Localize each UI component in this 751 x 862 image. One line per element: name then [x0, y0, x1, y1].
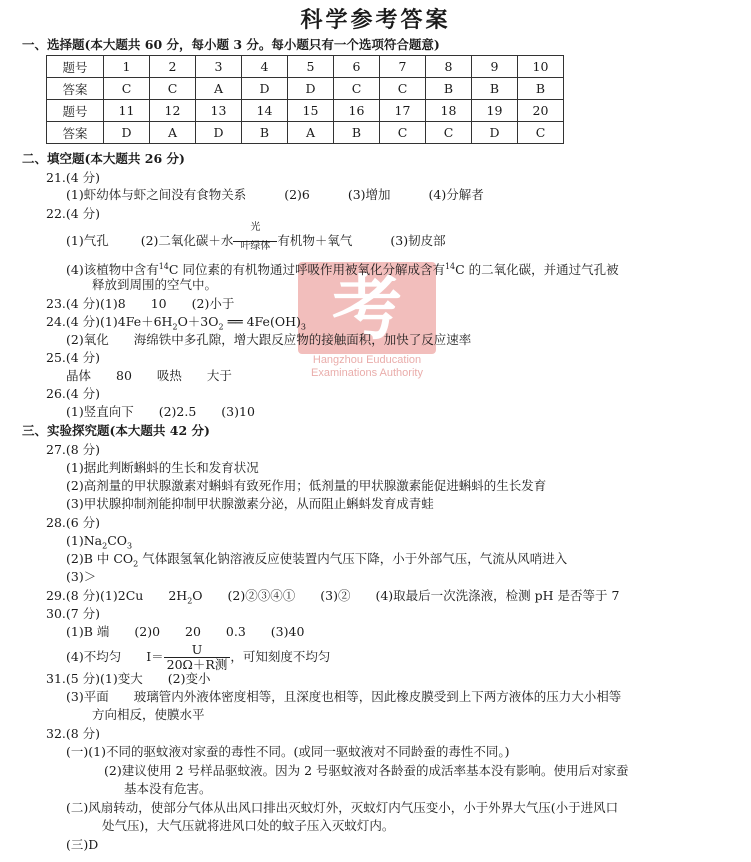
q22-a: (1)气孔 — [66, 233, 109, 248]
section-3-heading: 三、实验探究题(本大题共 42 分) — [22, 423, 210, 438]
q32-label: 32.(8 分) — [46, 726, 101, 741]
q27-a: (1)据此判断蝌蚪的生长和发育状况 — [66, 460, 259, 475]
subscript: 3 — [300, 322, 306, 332]
watermark-char: 考 — [332, 266, 402, 349]
q25-answer-line: 晶体 80 吸热 大于 — [66, 368, 232, 383]
subscript: 2 — [187, 596, 193, 606]
q21-answer-line — [66, 186, 484, 204]
table-cell: 3 — [196, 56, 242, 78]
q31-b: (3)平面 玻璃管内外液体密度相等，且深度也相等，因此橡皮膜受到上下两方液体的压力大小相等 — [66, 689, 622, 704]
q32-f: (三)D — [66, 837, 99, 852]
text: (1)Na — [66, 533, 103, 548]
superscript: 14 — [158, 262, 169, 271]
table-row — [47, 78, 564, 100]
q29-line — [46, 587, 619, 611]
q22-c: (3)韧皮部 — [390, 233, 446, 248]
table-cell: A — [196, 78, 242, 100]
row-label: 题号 — [47, 56, 104, 78]
fraction — [164, 643, 231, 672]
text: (4)该植物中含有 — [66, 262, 159, 278]
q32-e: 处气压)，大气压就将进风口处的蚊子压入灭蚊灯内。 — [102, 818, 395, 833]
table-cell: C — [380, 122, 426, 144]
q22-b2: 有机物＋氧气 — [277, 233, 353, 248]
q30-label: 30.(7 分) — [46, 606, 101, 621]
answer-table — [46, 55, 564, 144]
table-cell: 14 — [242, 100, 288, 122]
watermark-logo — [292, 262, 442, 382]
q31-c: 方向相反，使膜水平 — [92, 707, 205, 722]
table-cell: 10 — [518, 56, 564, 78]
row-label: 题号 — [47, 100, 104, 122]
text: (2)B 中 CO — [66, 551, 134, 566]
section-1-heading: 一、选择题(本大题共 60 分，每小题 3 分。每小题只有一个选项符合题意) — [22, 37, 440, 52]
table-cell: C — [380, 78, 426, 100]
table-cell: D — [472, 122, 518, 144]
q22-answer-line — [66, 222, 446, 252]
q32-b: (2)建议使用 2 号样品驱蚊液。因为 2 号驱蚊液对各龄蚕的成活率基本没有影响。使用后对家蚕 — [104, 763, 629, 778]
table-cell: 1 — [104, 56, 150, 78]
q22-label: 22.(4 分) — [46, 206, 101, 221]
table-cell: D — [196, 122, 242, 144]
table-cell: 20 — [518, 100, 564, 122]
text: (4)不均匀 I＝ — [66, 649, 164, 664]
q22-d-line2: 释放到周围的空气中。 — [92, 277, 218, 292]
table-cell: 6 — [334, 56, 380, 78]
text: O (2)②③④① (3)② (4)取最后一次洗涤液，检测 pH 是否等于 7 — [192, 588, 620, 603]
q27-label: 27.(8 分) — [46, 442, 101, 457]
table-cell: C — [426, 122, 472, 144]
table-cell: B — [334, 122, 380, 144]
table-cell: B — [426, 78, 472, 100]
q21-d: (4)分解者 — [428, 187, 484, 202]
table-cell: 11 — [104, 100, 150, 122]
q21-b: (2)6 — [284, 187, 310, 202]
q30-b — [66, 643, 330, 672]
table-cell: 5 — [288, 56, 334, 78]
table-cell: B — [242, 122, 288, 144]
table-row — [47, 100, 564, 122]
q32-d: (二)风扇转动，使部分气体从出风口排出灭蚊灯外，灭蚊灯内气压变小，小于外界大气压(小于进风口 — [66, 800, 619, 815]
text: 气体跟氢氧化钠溶液反应使装置内气压下降，小于外部气压，气流从风哨进入 — [138, 551, 568, 566]
subscript: 3 — [127, 541, 133, 551]
q26-label: 26.(4 分) — [46, 386, 101, 401]
table-cell: 4 — [242, 56, 288, 78]
table-cell: 7 — [380, 56, 426, 78]
table-row — [47, 56, 564, 78]
table-cell: 9 — [472, 56, 518, 78]
q28-b — [66, 550, 567, 574]
fraction-denominator: 20Ω＋R测 — [166, 657, 228, 672]
q22-b: (2)二氧化碳＋水 — [140, 233, 234, 248]
text: O＋3O — [177, 314, 219, 329]
table-cell: D — [288, 78, 334, 100]
q25-label: 25.(4 分) — [46, 350, 101, 365]
q26-answer-line: (1)竖直向下 (2)2.5 (3)10 — [66, 404, 255, 419]
q28-c: (3)＞ — [66, 569, 97, 584]
q30-a: (1)B 端 (2)0 20 0.3 (3)40 — [66, 624, 305, 639]
subscript: 2 — [133, 559, 139, 569]
table-cell: C — [334, 78, 380, 100]
q21-label: 21.(4 分) — [46, 170, 101, 185]
table-cell: 17 — [380, 100, 426, 122]
subscript: 2 — [218, 322, 224, 332]
page-title: 科学参考答案 — [300, 7, 451, 33]
q32-c: 基本没有危害。 — [124, 781, 212, 796]
text: 24.(4 分)(1)4Fe＋6H — [46, 314, 173, 329]
section-2-heading: 二、填空题(本大题共 26 分) — [22, 151, 185, 166]
arrow-condition-bottom: 叶绿体 — [240, 241, 271, 252]
table-cell: D — [242, 78, 288, 100]
table-cell: D — [104, 122, 150, 144]
table-cell: B — [472, 78, 518, 100]
table-cell: 16 — [334, 100, 380, 122]
watermark-text: Examinations Authority — [311, 367, 423, 379]
q21-c: (3)增加 — [347, 187, 391, 202]
text: 29.(8 分)(1)2Cu 2H — [46, 588, 188, 603]
q32-a: (一)(1)不同的驱蚊液对家蚕的毒性不同。(或同一驱蚊液对不同龄蚕的毒性不同。) — [66, 744, 510, 759]
q23-line: 23.(4 分)(1)8 10 (2)小于 — [46, 296, 235, 311]
table-cell: 19 — [472, 100, 518, 122]
table-cell: 2 — [150, 56, 196, 78]
q27-c: (3)甲状腺抑制剂能抑制甲状腺激素分泌，从而阻止蝌蚪发育成青蛙 — [66, 496, 434, 511]
reaction-arrow — [233, 222, 277, 252]
q28-label: 28.(6 分) — [46, 515, 101, 530]
text: C 的二氧化碳，并通过气孔被 — [455, 262, 619, 278]
watermark-text: Hangzhou Euducation — [312, 354, 422, 366]
row-label: 答案 — [47, 78, 104, 100]
table-cell: C — [150, 78, 196, 100]
subscript: 2 — [102, 541, 108, 551]
table-cell: B — [518, 78, 564, 100]
table-cell: C — [518, 122, 564, 144]
table-cell: 18 — [426, 100, 472, 122]
text: CO — [107, 533, 128, 548]
table-cell: 13 — [196, 100, 242, 122]
table-cell: 15 — [288, 100, 334, 122]
arrow-condition-top: 光 — [250, 222, 261, 233]
row-label: 答案 — [47, 122, 104, 144]
table-cell: A — [288, 122, 334, 144]
table-cell: A — [150, 122, 196, 144]
q21-a: (1)虾幼体与虾之间没有食物关系 — [66, 187, 247, 202]
text: ，可知刻度不均匀 — [230, 649, 331, 664]
text: ══ 4Fe(OH) — [223, 314, 301, 329]
q31-a: 31.(5 分)(1)变大 (2)变小 — [46, 671, 211, 686]
q24-b-line: (2)氧化 海绵铁中多孔隙，增大跟反应物的接触面积，加快了反应速率 — [66, 332, 472, 347]
superscript: 14 — [444, 262, 456, 271]
fraction-numerator: U — [164, 643, 231, 658]
table-row — [47, 122, 564, 144]
table-cell: 12 — [150, 100, 196, 122]
table-cell: 8 — [426, 56, 472, 78]
text: C 同位素的有机物通过呼吸作用被氧化分解成含有 — [168, 262, 445, 278]
table-cell: C — [104, 78, 150, 100]
subscript: 2 — [172, 322, 178, 332]
q27-b: (2)高剂量的甲状腺激素对蝌蚪有致死作用；低剂量的甲状腺激素能促进蝌蚪的生长发育 — [66, 478, 547, 493]
